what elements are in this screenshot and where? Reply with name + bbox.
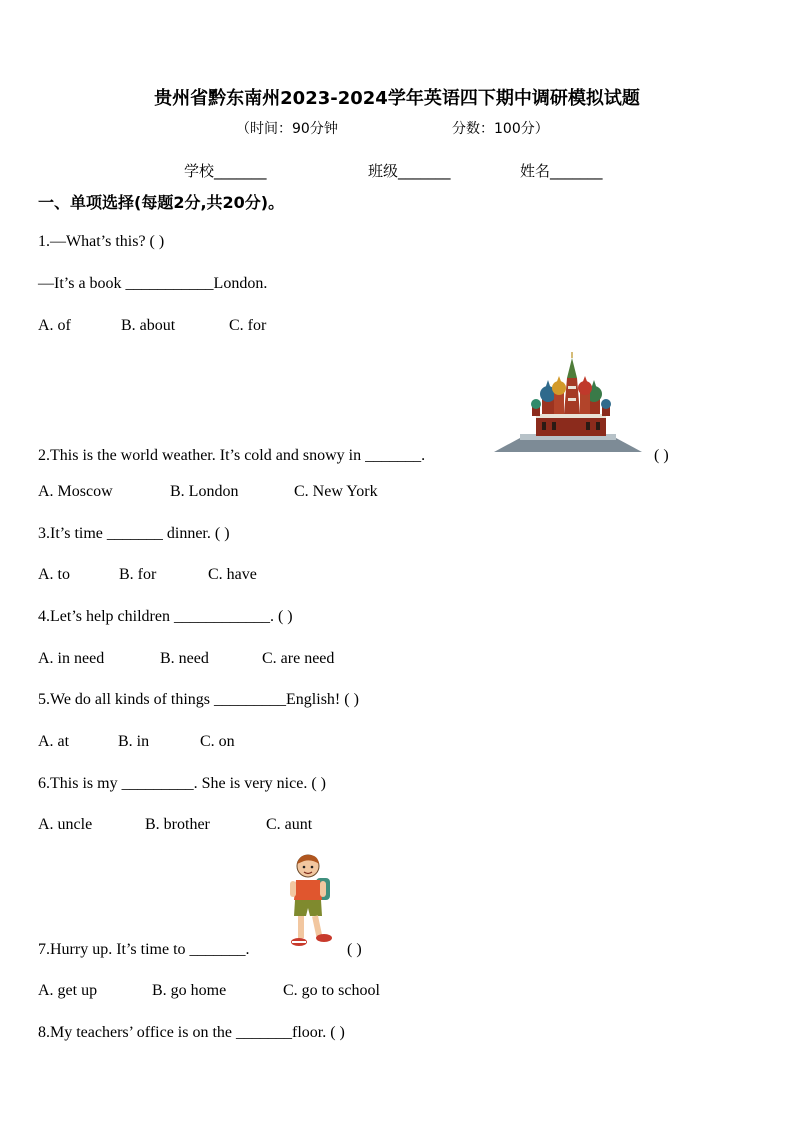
question-6-stem: 6.This is my _________. She is very nice. ( ) [38,775,326,792]
question-2-stem: 2.This is the world weather. It’s cold and snowy in _______. [38,447,426,464]
question-2-answer-paren: ( ) [654,447,669,464]
question-5-option-a: A. at [38,733,70,750]
question-2-option-c: C. New York [294,483,378,500]
kremlin-illustration [492,352,644,454]
question-6-option-a: A. uncle [38,816,93,833]
exam-title: 贵州省黔东南州2023-2024学年英语四下期中调研模拟试题 [154,88,640,109]
question-4-option-c: C. are need [262,650,335,667]
exam-score: 分数：100分） [452,121,549,137]
question-8-stem: 8.My teachers’ office is on the _______floor. ( ) [38,1024,345,1041]
question-6-option-b: B. brother [145,816,210,833]
exam-time: （时间：90分钟 [236,121,338,137]
question-5-stem: 5.We do all kinds of things _________English! ( ) [38,691,359,708]
question-7-option-a: A. get up [38,982,98,999]
question-5-option-b: B. in [118,733,150,750]
question-1-stem: 1.—What’s this? ( ) [38,233,165,250]
question-1-option-c: C. for [229,317,267,334]
question-1-option-a: A. of [38,317,71,334]
question-2-option-b: B. London [170,483,239,500]
class-field: 班级_______ [368,162,451,180]
question-3-stem: 3.It’s time _______ dinner. ( ) [38,525,230,542]
question-1-option-b: B. about [121,317,176,334]
question-4-option-a: A. in need [38,650,105,667]
question-6-option-c: C. aunt [266,816,313,833]
section-heading: 一、单项选择(每题2分,共20分)。 [38,193,285,212]
question-3-option-a: A. to [38,566,70,583]
question-3-option-b: B. for [119,566,157,583]
question-2-option-a: A. Moscow [38,483,113,500]
question-7-answer-paren: ( ) [347,941,362,958]
question-1-line2: —It’s a book ___________London. [38,275,268,292]
question-7-stem: 7.Hurry up. It’s time to _______. [38,941,250,958]
schoolboy-illustration [282,852,338,954]
question-3-option-c: C. have [208,566,257,583]
question-5-option-c: C. on [200,733,235,750]
question-4-option-b: B. need [160,650,209,667]
question-7-option-c: C. go to school [283,982,380,999]
name-field: 姓名_______ [520,162,603,180]
question-7-option-b: B. go home [152,982,227,999]
question-4-stem: 4.Let’s help children ____________. ( ) [38,608,293,625]
school-field: 学校_______ [184,162,267,180]
